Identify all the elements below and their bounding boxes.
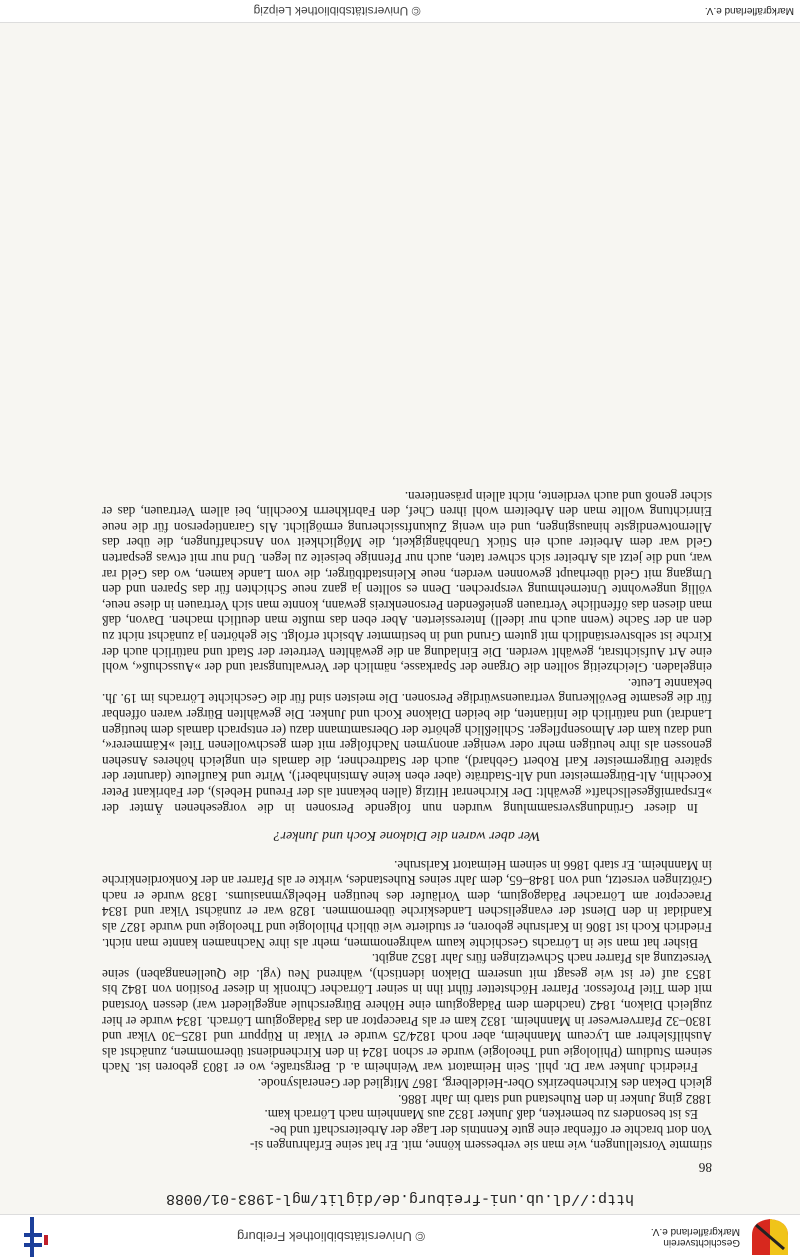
founding-paragraph: In dieser Gründungsversammlung wurden nun folgende Personen in die vorgesehenen Ämter der »Ersparnißgesellschaft« gewählt: Der Kirchenrat Hitzig (allen bekannt als der Freund Hebels), der Fabrikant Peter Koechlin, Alt-Bürgermeister und Alt-Stadträte (aber eben keine Amtsinhaber!), Wirte und Kaufleute (darunter der spätere Bürgermeister Karl Robert Gebhard), auch der Stadtrechner, die damals ein ungleich höheres Ansehen genossen als ihre heutigen mehr oder weniger anonymen Nachfolger mit dem geschwollenen Titel »Kämmerer«, und dazu kam der Almosenpfleger. Schließlich gehörte der Obersamtmann dazu (er entsprach damals dem heutigen Landrat) und natürlich die Initianten, die beiden Diakone Koch und Junker. Die gewählten Bürger waren offenbar für die gesamte Bevölkerung vertrauenswürdige Personen. Die meisten sind für die Geschichte Lörrachs im 19. Jh. bekannte Leute. [102, 675, 712, 816]
text-line: gleich Dekan des Kirchenbezirks Ober-Heidelberg, 1867 Mitglied der Generalsynode. [257, 1076, 712, 1092]
page-footer [0, 0, 800, 23]
footer-society: Markgräflerland e.V. [704, 5, 794, 17]
document-url[interactable]: http://dl.ub.uni-freiburg.de/diglit/mgl-1983-01/0088 [165, 1190, 635, 1207]
text-line: Es ist besonders zu bemerken, daß Junker 1832 aus Mannheim nach Lörrach kam. [264, 1107, 698, 1123]
text-line: 1882 ging Junker in den Ruhestand und starb im Jahr 1886. [398, 1091, 712, 1107]
society-name: Geschichtsverein Markgräflerland e.V. [650, 1226, 740, 1248]
text-line: stimmte Vorstellungen, wie man sie verbessern könne, mit. Er hat seine Erfahrungen si- [249, 1138, 712, 1154]
koch-paragraph: Bisher hat man sie in Lörrachs Geschichte kaum wahrgenommen, mehr als ihre Nachnamen kannte man nicht. Friedrich Koch ist 1806 in Karlsruhe geboren, er studierte wie üblich Philologie und Theologie und wurde 1827 als Kandidat in den Dienst der evangelischen Landeskirche übernommen. 1828 war er zunächst Vikar und 1834 Praeceptor am Lörracher Pädagogium, dem Vorläufer des heutigen Hebelgymnasiums. 1838 wurde er nach Grötzingen versetzt, und von 1848–65, dem Jahr seines Ruhestandes, wirkte er als Pfarrer an der Konkordienkirche in Mannheim. Er starb 1866 in seinem Heimatort Karlsruhe. [102, 857, 712, 951]
library-logo-icon [24, 1217, 42, 1257]
text-line: Von dort brachte er offenbar eine gute Kenntnis der Lage der Arbeiterschaft und be- [269, 1122, 712, 1138]
section-heading: Wer aber waren die Diakone Koch und Junker? [273, 828, 541, 844]
junker-paragraph: Friedrich Junker war Dr. phil. Sein Heimatort war Weinheim a. d. Bergstraße, wo er 1803 geboren ist. Nach seinem Studium (Philologie und Theologie) wurde er schon 1824 in den Kirchendienst übernommen, zunächst als Aushilfslehrer am Lyceum Mannheim, aber noch 1824/25 wurde er Vikar in Rüppurr und 1825–30 Vikar und 1830–32 Pfarrverweser in Mannheim. 1832 kam er als Praeceptor an das Pädagogium Lörrach. 1834 wurde er hier zugleich Diakon, 1842 (nachdem dem Pädagogium eine Höhere Bürgerschule angegliedert war) dessen Vorstand mit dem Titel Professor. Pfarrer Höchstetter führt ihn in seiner Lörracher Chronik in dieser Position von 1842 bis 1853 auf (er ist wie gesagt mit unserem Diakon identisch), während Neu (vgl. die Quellenangaben) seine Versetzung als Pfarrer nach Schwetzingen fürs Jahr 1852 angibt. [102, 951, 712, 1076]
page-body [102, 488, 712, 1175]
footer-library-credit: © Universitätsbibliothek Leipzig [253, 4, 421, 18]
library-credit: © Universitätsbibliothek Freiburg [236, 1229, 426, 1245]
page-number: 86 [698, 1160, 712, 1175]
page-header [0, 1214, 800, 1259]
society-logo-icon [746, 1217, 794, 1257]
opening-paragraph: eingeladen. Gleichzeitig sollten die Organe der Sparkasse, nämlich der Verwaltungsrat und der »Ausschuß«, wohl eine Art Aufsichtsrat, gewählt werden. Die Einladung an die gewählten Vertreter der Stadt und natürlich auch der Kirche ist selbstverständlich mit gutem Grund und in bestimmter Absicht erfolgt. Sie gehörten ja zunächst nicht zu den an der Sache (wenn auch nur ideell) Interessierten. Aber eben das mußte man deutlich machen. Davon, daß man diesen das öffentliche Vertrauen genießenden Personenkreis gewann, konnte man sich Vertrauen in diese neue, völlig ungewohnte Unternehmung versprechen. Denn es sollten ja ganz neue Schichten für das Sparen und den Umgang mit Geld überhaupt gewonnen werden, neue Kleinstadtbürger, die vom Lande kamen, wo das Geld rar war, und die jetzt als Arbeiter sich schwer taten, auch nur Pfennige beiseite zu legen. Und nur mit etwas gesparten Geld war dem Arbeiter auch ein Stück Unabhängigkeit, die Möglichkeit von Anschaffungen, die über das Allernotwendigste hinausgingen, und ein wenig Zukunftssicherung ermöglicht. Als Garantieperson für die neue Einrichtung wollte man den Arbeitern wohl ihren Chef, den Fabrikherrn Koechlin, bei allem Vertrauen, das er sicher genoß und auch verdiente, nicht allein präsentieren. [102, 488, 712, 676]
